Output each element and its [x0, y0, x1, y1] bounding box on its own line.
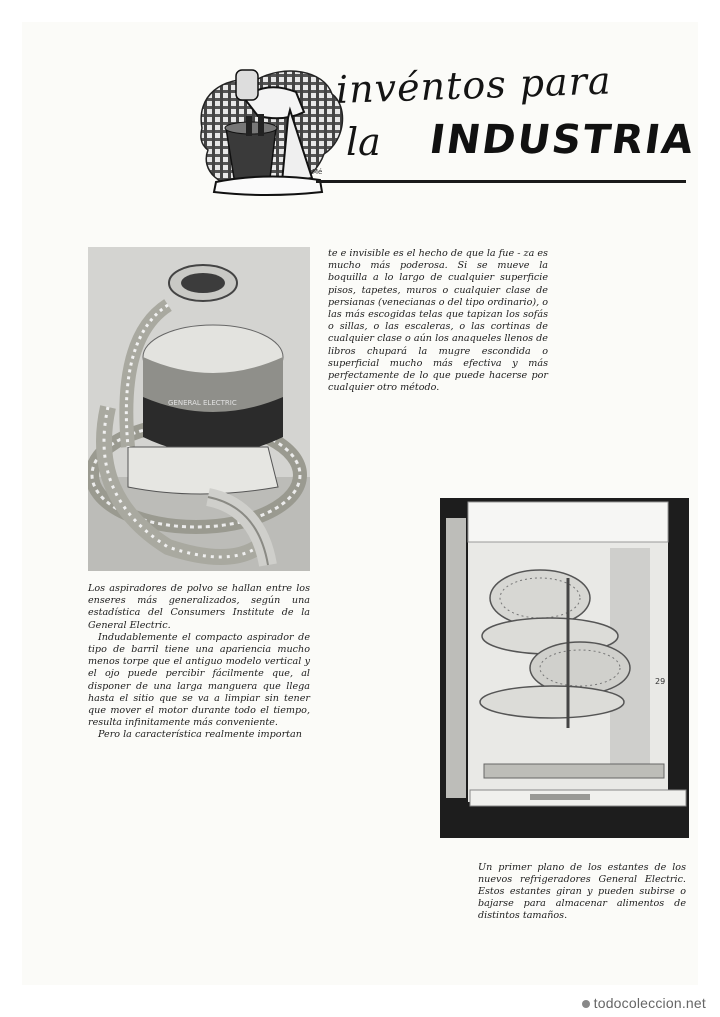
article-paragraph-1: Los aspiradores de polvo se hallan entre los enseres más generalizados, según una estadística del Consumers Institute de la General Electric.	[88, 583, 310, 631]
header-title-la: la	[346, 120, 381, 164]
refrigerator-caption: Un primer plano de los estantes de los nuevos refrigeradores General Electric. Estos estantes giran y pueden subirse o bajarse para almacenar alimentos de distintos tamaños.	[478, 861, 686, 922]
artist-signature: Mé	[312, 168, 323, 176]
vacuum-cleaner-photo	[88, 247, 310, 571]
header-underline	[316, 180, 686, 183]
header-title-top: invéntos para	[335, 58, 613, 112]
watermark-logo-icon	[582, 1000, 590, 1008]
watermark	[582, 995, 706, 1011]
article-paragraph-2: Indudablemente el compacto aspirador de tipo de barril tiene una apariencia mucho menos torpe que el antiguo modelo vertical y el ojo puede percibir fácilmente que, al disponer de una larga manguera que llega hasta el sitio que se va a limpiar sin tener que mover el motor durante todo el tiempo, resulta infinitamente más conveniente.	[88, 631, 310, 729]
article-text-right-column: te e invisible es el hecho de que la fue - za es mucho más poderosa. Si se mueve la boquilla a lo largo de cualquier superficie pisos, tapetes, muros o cualquier clase de persianas (venecianas o del tipo ordinario), o las más escogidas telas que tapizan los sofás o sillas, o las escaleras, o las cortinas de cualquier clase o aún los anaqueles llenos de libros chupará la mugre escondida o superficial mucho más efectiva y más perfectamente de lo que puede hacerse por cualquier otro método.	[328, 248, 548, 394]
mixer-bowl	[226, 128, 276, 183]
fridge-number: 29	[655, 677, 666, 686]
vacuum-illustration	[88, 247, 310, 571]
refrigerator-shelves-photo	[440, 498, 689, 838]
article-paragraph-3: Pero la característica realmente importan	[98, 729, 302, 741]
watermark-text: todocoleccion.net	[593, 995, 706, 1011]
mixer-base	[214, 176, 322, 195]
header-title-main: INDUSTRIA	[426, 117, 699, 163]
article-text-left-column	[88, 583, 310, 742]
vacuum-brand-label: GENERAL ELECTRIC	[168, 399, 237, 407]
refrigerator-illustration	[440, 498, 689, 838]
